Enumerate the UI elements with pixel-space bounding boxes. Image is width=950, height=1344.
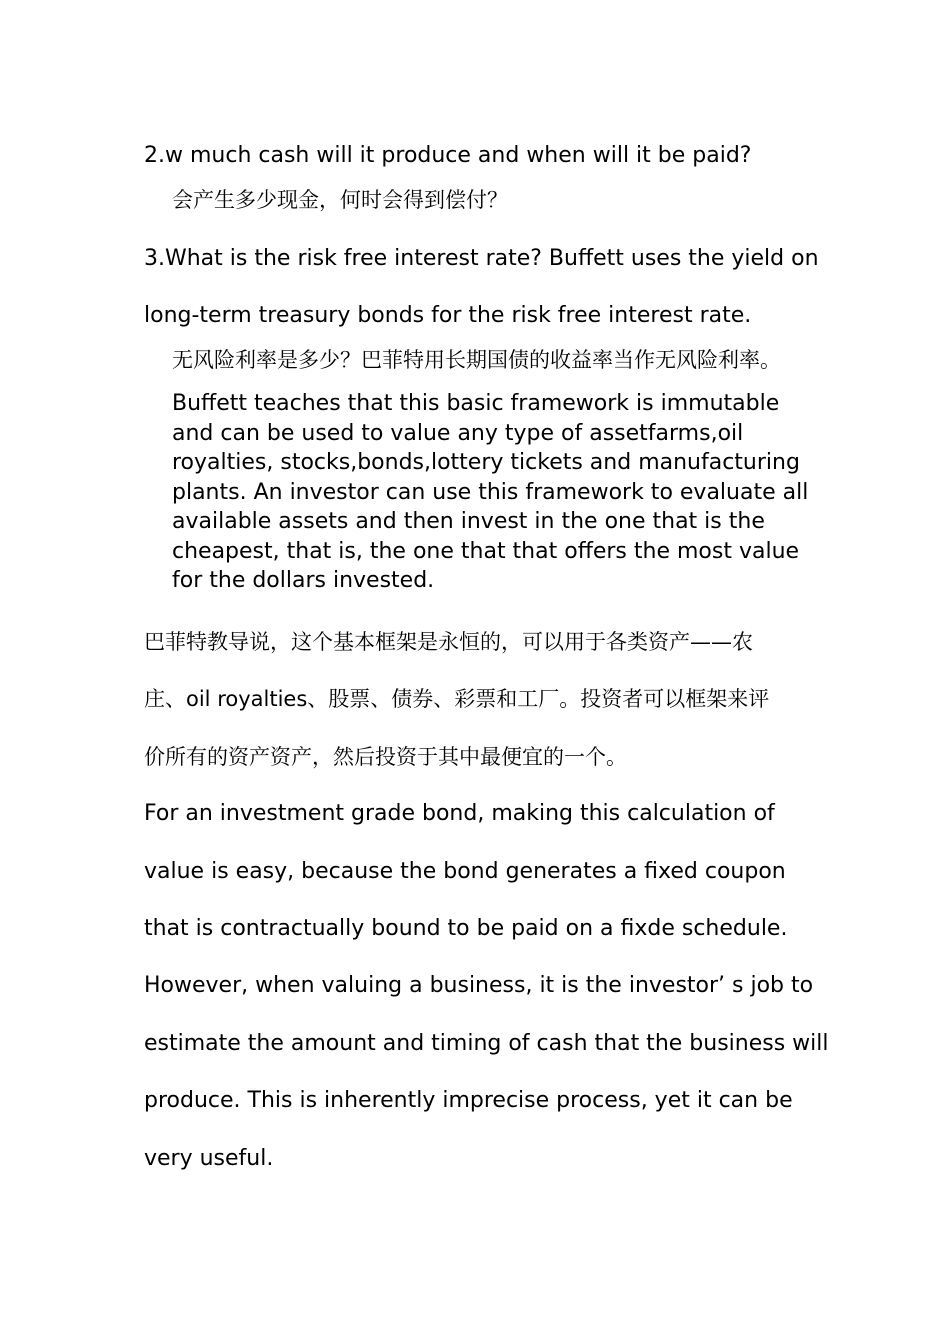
framework-chinese-line-1: 巴菲特教导说，这个基本框架是永恒的，可以用于各类资产——农 [144, 630, 753, 654]
framework-paragraph-english: Buffett teaches that this basic framework is immutable and can be used to value any type of assetfarms,oil royalties, stocks,bonds,lottery tickets and manufacturing plants. An investor can use this framework to evaluate all available assets and then invest in the one that is the cheapest, that is, the one that that offers the most value for the dollars invested. [172, 391, 809, 593]
framework-chinese-line-3: 价所有的资产资产，然后投资于其中最便宜的一个。 [144, 745, 627, 769]
framework-chinese-line-2: 庄、oil royalties、股票、债券、彩票和工厂。投资者可以框架来评 [144, 687, 770, 711]
question-2-english: 2.w much cash will it produce and when will it be paid? [144, 143, 752, 168]
question-3-chinese: 无风险利率是多少？巴菲特用长期国债的收益率当作无风险利率。 [172, 348, 781, 372]
bond-paragraph-line-4: However, when valuing a business, it is the investor’ s job to [144, 973, 814, 998]
bond-paragraph-line-1: For an investment grade bond, making this calculation of [144, 801, 775, 826]
bond-paragraph-line-3: that is contractually bound to be paid on a fixde schedule. [144, 916, 788, 941]
question-3-english-line-2: long-term treasury bonds for the risk free interest rate. [144, 303, 752, 328]
bond-paragraph-line-2: value is easy, because the bond generates a fixed coupon [144, 859, 786, 884]
bond-paragraph-line-6: produce. This is inherently imprecise process, yet it can be [144, 1088, 793, 1113]
bond-paragraph-line-5: estimate the amount and timing of cash that the business will [144, 1031, 829, 1056]
bond-paragraph-line-7: very useful. [144, 1146, 274, 1171]
question-2-chinese: 会产生多少现金，何时会得到偿付？ [172, 188, 508, 212]
question-3-english-line-1: 3.What is the risk free interest rate? Buffett uses the yield on [144, 246, 819, 271]
